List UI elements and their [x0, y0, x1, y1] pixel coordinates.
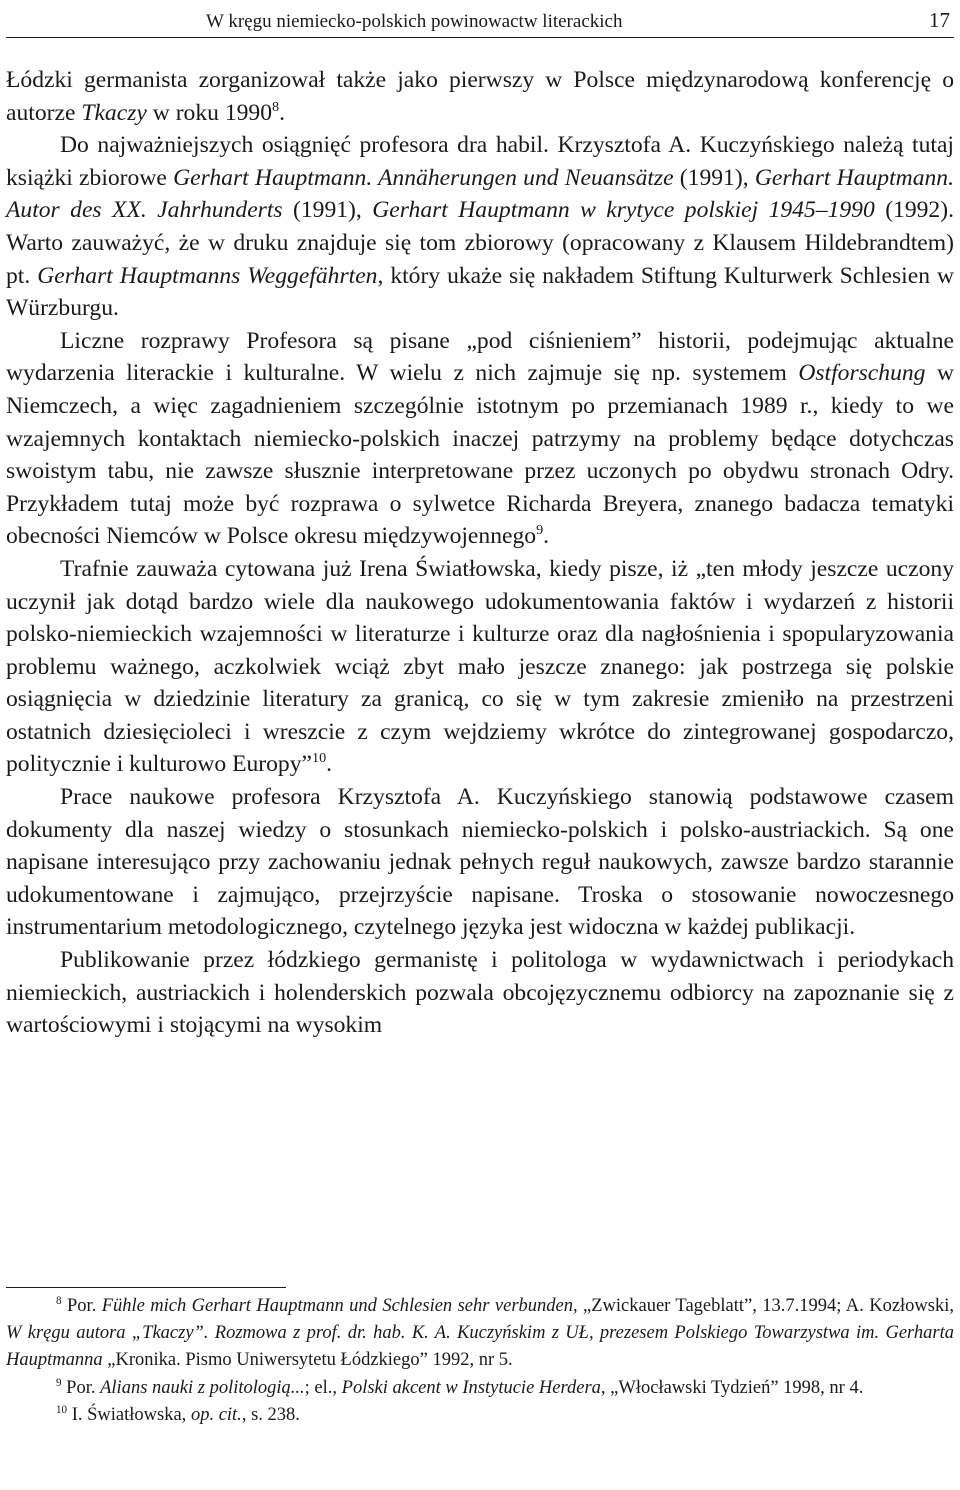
text-run: „Kronika. Pismo Uniwersytetu Łódzkiego” 1992, nr 5. — [102, 1350, 513, 1371]
text-run: Łódzki germanista zorganizował także jako pierwszy w Polsce międzynarodową konferencję o autorze — [6, 67, 954, 126]
footnote — [6, 1293, 954, 1375]
footnote-marker: 10 — [312, 750, 327, 767]
paragraph — [6, 553, 954, 781]
text-run: (1991), — [282, 197, 373, 224]
text-run: Trafnie zauważa cytowana już Irena Światłowska, kiedy pisze, iż „ten młody jeszcze uczony uczynił jak dotąd bardzo wiele dla naukowego udokumentowania faktów i wydarzeń z historii polsko-niemieckich wzajemności w literaturze i kulturze oraz dla nagłośnienia i spopularyzowania problemu ważnego, aczkolwiek wciąż zbyt mało jeszcze znanego: jak postrzega się polskie osiągnięcia w dziedzinie literatury za granicą, co się w tym zakresie zmieniło na przestrzeni ostatnich dziesięcioleci i wreszcie z czym wejdziemy wkrótce do zintegrowanej gospodarczo, politycznie i kulturowo Europy” — [6, 555, 954, 778]
text-run: w roku 1990 — [146, 99, 273, 126]
running-head: W kręgu niemiecko-polskich powinowactw literackich — [206, 11, 623, 32]
footnote-marker: 10 — [56, 1403, 68, 1416]
footnote — [6, 1375, 954, 1402]
text-run: . — [326, 751, 333, 778]
text-run: , „Zwickauer Tageblatt”, 13.7.1994; A. Kozłowski, — [572, 1296, 954, 1316]
paragraph — [6, 781, 954, 944]
italic-title: Ostforschung — [798, 360, 926, 387]
text-run: , „Włocławski Tydzień” 1998, nr 4. — [600, 1377, 864, 1398]
footnote-separator — [6, 1287, 286, 1288]
text-run: , s. 238. — [241, 1404, 300, 1425]
italic-title: op. cit. — [190, 1404, 242, 1425]
footnotes — [6, 1293, 954, 1429]
italic-title: Gerhart Hauptmann. Autor des XX. Jahrhunderts — [6, 164, 954, 224]
text-run: (1992). Warto zauważyć, że w druku znajduje się tom zbiorowy (opracowany z Klausem Hildebrandtem) pt. — [6, 197, 954, 289]
text-run: Do najważniejszych osiągnięć profesora dra habil. Krzysztofa A. Kuczyńskiego należą tutaj książki zbiorowe — [6, 132, 954, 191]
italic-title: W kręgu autora „Tkaczy”. Rozmowa z prof. dr. hab. K. A. Kuczyńskim z UŁ, prezesem Polskiego Towarzystwa im. Gerharta Hauptmanna — [6, 1323, 954, 1371]
italic-title: Alians nauki z politologią... — [100, 1377, 305, 1398]
text-run: , który ukaże się nakładem Stiftung Kulturwerk Schlesien w Würzburgu. — [6, 262, 954, 322]
text-run: (1991), — [673, 164, 755, 191]
text-run: Por. — [61, 1377, 101, 1398]
page-header — [6, 0, 954, 38]
paragraph — [6, 944, 954, 1042]
text-run: I. Światłowska, — [67, 1404, 191, 1425]
paragraph — [6, 325, 954, 553]
footnote-marker: 8 — [272, 98, 280, 115]
footnote-marker: 9 — [56, 1376, 62, 1389]
text-run: w Niemczech, a więc zagadnieniem szczególnie istotnym po przemianach 1989 r., kiedy to we wzajemnych kontaktach niemiecko-polskich inaczej patrzymy na problemy będące dotychczas swoistym tabu, nie zawsze słusznie interpretowane przez uczonych po obydwu stronach Odry. Przykładem tutaj może być rozprawa o sylwetce Richarda Breyera, znanego badacza tematyki obecności Niemców w Polsce okresu międzywojennego — [6, 360, 955, 550]
paragraph — [6, 64, 954, 129]
italic-title: Gerhart Hauptmann. Annäherungen und Neuansätze — [173, 164, 674, 191]
italic-title: Fühle mich Gerhart Hauptmann und Schlesien sehr verbunden — [101, 1296, 573, 1316]
text-run: . — [279, 99, 286, 126]
footnote-marker: 8 — [56, 1294, 62, 1307]
italic-title: Gerhart Hauptmanns Weggefährten — [37, 262, 378, 289]
text-run: Prace naukowe profesora Krzysztofa A. Kuczyńskiego stanowią podstawowe czasem dokumenty dla naszej wiedzy o stosunkach niemiecko-polskich i polsko-austriackich. Są one napisane interesująco przy zachowaniu jednak pełnych reguł naukowych, zawsze bardzo starannie udokumentowane i zajmująco, przejrzyście napisane. Troska o stosowanie nowoczesnego instrumentarium metodologicznego, czytelnego języka jest widoczna w każdej publikacji. — [6, 784, 954, 941]
text-run: ; el., — [304, 1377, 342, 1398]
italic-title: Polski akcent w Instytucie Herdera — [341, 1377, 601, 1398]
footnote — [6, 1402, 954, 1429]
body-text — [6, 64, 954, 1042]
italic-title: Tkaczy — [81, 99, 147, 126]
text-run: Liczne rozprawy Profesora są pisane „pod ciśnieniem” historii, podejmując aktualne wydarzenia literackie i kulturalne. W wielu z nich zajmuje się np. systemem — [6, 327, 954, 387]
page-number: 17 — [929, 8, 950, 32]
text-run: Publikowanie przez łódzkiego germanistę i politologa w wydawnictwach i periodykach niemieckich, austriackich i holenderskich pozwala obcojęzycznemu odbiorcy na zapoznanie się z wartościowymi i stojącymi na wysokim — [6, 947, 954, 1039]
paragraph — [6, 129, 954, 325]
text-run: Por. — [61, 1296, 102, 1316]
footnote-marker: 9 — [536, 522, 544, 539]
text-run: . — [543, 523, 550, 550]
italic-title: Gerhart Hauptmann w krytyce polskiej 1945–1990 — [372, 197, 875, 224]
